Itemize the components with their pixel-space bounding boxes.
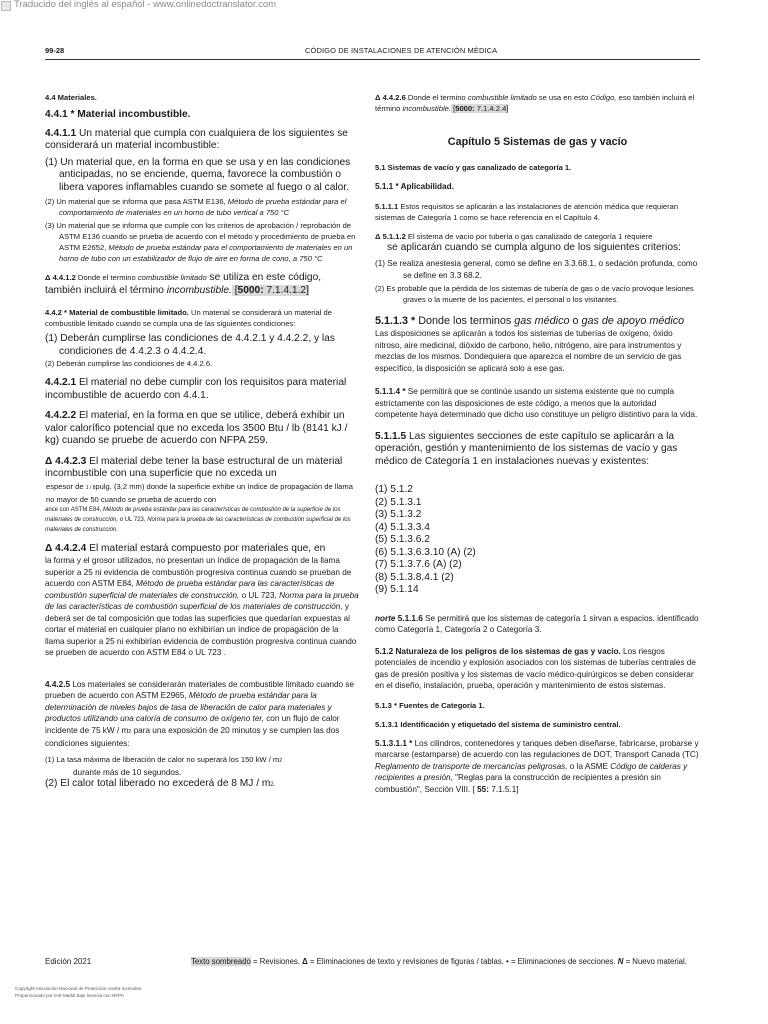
section-heading: 5.1.3.1 Identificación y etiquetado del sistema de suministro central. bbox=[375, 719, 621, 729]
list-item: (2) Un material que se informa que pasa ASTM E136, Método de prueba estándar para el comportamiento de materiales en un horno de tubo vertical a 750 °C bbox=[45, 197, 347, 217]
paragraph-4-4-2-4: Δ 4.4.2.4 El material estará compuesto por materiales que, en bbox=[45, 542, 326, 554]
header-rule bbox=[45, 59, 700, 60]
translator-banner-text[interactable]: Traducido del inglés al español - www.onlinedoctranslator.com bbox=[14, 0, 277, 10]
section-heading: 5.1.3 * Fuentes de Categoría 1. bbox=[375, 700, 485, 710]
paragraph-5-1-1-1: 5.1.1.1 Estos requisitos se aplicarán a las instalaciones de atención médica que requieran sistemas de Categoría 1 como se hace referencia en el Capítulo 4. bbox=[375, 201, 679, 222]
running-title: CÓDIGO DE INSTALACIONES DE ATENCIÓN MÉDICA bbox=[305, 46, 498, 55]
paragraph-4-4-2-4-cont: la forma y el grosor utilizados, no presentan un índice de propagación de la llama superior a 25 ni evidencia de combustión progresiva continua cuando se prueban de acuerdo con ASTM E84, Método de prueba estándar para las características de combustión superficial de materiales de construcción, o UL 723, Norma para la prueba de las características de combustión superficial de los materiales de construcción, y deberá ser de tal composición que todas las superficies que quedarían expuestas al cortar el material en cualquier plano no exhibirían un índice de propagación de la llama superior a 25 ni exhibirían evidencia de combustión progresiva continua cuando se prueben de acuerdo con ASTM E84 o UL 723 . bbox=[45, 556, 359, 657]
list-item: (2) El calor total liberado no excederá de 8 MJ / m2. bbox=[45, 778, 276, 789]
chapter-title: Capítulo 5 Sistemas de gas y vacío bbox=[447, 136, 628, 148]
paragraph-4-4-2-1: 4.4.2.1 El material no debe cumplir con los requisitos para material incombustible de acuerdo con 4.4.1. bbox=[45, 377, 347, 401]
list-item: (3) Un material que se informa que cumple con los criterios de aprobación / reprobación de ASTM E136 cuando se prueba de acuerdo con el método y procedimiento de prueba en ASTM E2652, Método de prueba estándar para el comportamiento de materiales en un horno de tubo con un estabilizador de flujo de aire en forma de cono, a 750 °C bbox=[45, 221, 356, 263]
paragraph-5-1-1-2-cont: se aplicarán cuando se cumpla alguno de los siguientes criterios: bbox=[387, 241, 681, 253]
paragraph-4-4-2-3-cont: espesor de 1 / 8pulg. (3,2 mm) donde la superficie exhibe un índice de propagación de llama no mayor de 50 cuando se prueba de acuerdo con bbox=[46, 481, 353, 504]
list-item: (6) 5.1.3.6.3.10 (A) (2) bbox=[375, 546, 476, 558]
list-item: (1) 5.1.2 bbox=[375, 484, 413, 495]
right-column bbox=[375, 92, 700, 795]
section-heading: 4.4 Materiales. bbox=[45, 93, 97, 102]
list-item: (2) 5.1.3.1 bbox=[375, 496, 422, 508]
paragraph-5-1-1-2: Δ 5.1.1.2 El sistema de vacío por tubería o gas canalizado de categoría 1 requiere bbox=[375, 231, 653, 241]
section-reference-list bbox=[375, 484, 700, 597]
paragraph-5-1-1-3-cont: Las disposiciones se aplicarán a todos los sistemas de tuberías de oxígeno, óxido nitroso, aire medicinal, dióxido de carbono, helio, nitrógeno, aire para instrumentos y mezclas de los mismos. Dondequiera que aparezca el nombre de un servicio de gas específico, la disposición se aplicará solo a ese gas. bbox=[375, 329, 682, 373]
copyright-notice: Copyright Asociación Nacional de Protección contra Incendios Proporcionado por IHS Markit bajo licencia con NFPA bbox=[15, 986, 142, 998]
paragraph-5-1-1-5: 5.1.1.5 Las siguientes secciones de este capítulo se aplicarán a la operación, gestión y mantenimiento de los sistemas de vacío y gas médico de Categoría 1 en instalaciones nuevas y existentes: bbox=[375, 430, 678, 467]
list-item: (3) 5.1.3.2 bbox=[375, 509, 422, 520]
list-item: (5) 5.1.3.6.2 bbox=[375, 534, 430, 545]
section-heading: 4.4.1 * Material incombustible. bbox=[45, 109, 191, 120]
list-item: (4) 5.1.3.3.4 bbox=[375, 521, 430, 533]
paragraph-4-4-2-2: 4.4.2.2 El material, en la forma en que se utilice, deberá exhibir un valor calorífico potencial que no exceda los 3500 Btu / lb (8141 kJ / kg) cuando se pruebe de acuerdo con NFPA 259. bbox=[45, 410, 348, 446]
translator-logo-icon bbox=[1, 1, 11, 11]
list-item: (1) Se realiza anestesia general, como se define en 3.3.68.1, o sedación profunda, como se define en 3.3 68.2. bbox=[375, 259, 698, 280]
paragraph-4-4-2-6: Δ 4.4.2.6 Donde el termino combustible limitado se usa en esto Código, eso también incluirá el término incombustible. [5000: 7.1.4.2.4] bbox=[375, 93, 695, 113]
paragraph-4-4-1-2: Δ 4.4.1.2 Donde el termino combustible limitado se utiliza en este código, también incluirá el término incombustible. [5000: 7.1.4.1.2] bbox=[45, 272, 322, 296]
list-item: (2) Es probable que la pérdida de los sistemas de tubería de gas o de vacío provoque lesiones graves o la muerte de los pacientes, el personal o los visitantes. bbox=[375, 284, 694, 304]
revision-legend: Texto sombreado = Revisiones. Δ = Eliminaciones de texto y revisiones de figuras / tablas. • = Eliminaciones de secciones. N = Nuevo material. bbox=[191, 957, 687, 966]
paragraph-4-4-2-3: Δ 4.4.2.3 El material debe tener la base estructural de un material incombustible con una superficie que no exceda un bbox=[45, 455, 343, 479]
paragraph-5-1-1-6: norte 5.1.1.6 Se permitirá que los sistemas de categoría 1 sirvan a espacios. identificado como Categoría 1, Categoría 2 o Categoría 3. bbox=[375, 613, 699, 634]
list-item: (1) Un material que, en la forma en que se usa y en las condiciones anticipadas, no se enciende, quema, favorece la combustión o libera vapores inflamables cuando se somete al fuego o al calor. bbox=[45, 156, 351, 193]
list-item: (1) La tasa máxima de liberación de calor no superará los 150 kW / m2 bbox=[45, 754, 283, 764]
page-number: 99-28 bbox=[45, 46, 65, 55]
paragraph-5-1-3-1-1: 5.1.3.1.1 * Los cilindros, contenedores y tanques deben diseñarse, fabricarse, probarse y marcarse (estamparse) de acuerdo con las regulaciones de DOT, Transport Canada (TC) Reglamento de transporte de mercancías peligrosas, o la ASME Código de calderas y recipientes a presión, "Reglas para la construcción de recipientes a presión sin combustión", Sección VIII. [ 55: 7.1.5.1] bbox=[375, 738, 699, 794]
paragraph-5-1-2: 5.1.2 Naturaleza de los peligros de los sistemas de gas y vacío. Los riesgos potenciales de incendio y explosión asociados con los sistemas de tuberías centrales de gas de presión positiva y los sistemas de vacío médico-quirúrgicos se deben considerar en el diseño, instalación, prueba, operación y mantenimiento de estos sistemas. bbox=[375, 646, 696, 690]
paragraph-5-1-1-4: 5.1.1.4 * Se permitirá que se continúe usando un sistema existente que no cumpla estrictamente con las disposiciones de este código, a menos que la autoridad competente haya determinado que dicho uso constituye un peligro distintivo para la vida. bbox=[375, 387, 698, 419]
section-heading: 5.1 Sistemas de vacío y gas canalizado de categoría 1. bbox=[375, 163, 572, 172]
list-item-cont: durante más de 10 segundos. bbox=[73, 767, 182, 777]
list-item: (7) 5.1.3.7.6 (A) (2) bbox=[375, 559, 462, 570]
list-item: (2) Deberán cumplirse las condiciones de 4.4.2.6. bbox=[45, 359, 213, 368]
list-item: (8) 5.1.3.8.4.1 (2) bbox=[375, 571, 454, 583]
left-column bbox=[45, 92, 360, 792]
edition-label: Edición 2021 bbox=[45, 957, 92, 966]
paragraph-4-4-2-3-cont2: ance con ASTM E84, Método de prueba estándar para las características de combustión de la superficie de los materiales de construcción, o UL 723, Norma para la prueba de las características de combustión superficial de los materiales de construcción. bbox=[45, 506, 351, 533]
paragraph-4-4-2-5: 4.4.2.5 Los materiales se considerarán materiales de combustible limitado cuando se prueben de acuerdo con ASTM E2965, Método de prueba estándar para la determinación de niveles bajos de tasa de liberación de calor para materiales y productos utilizando una caloría de consumo de oxígeno ter, con un flujo de calor incidente de 75 kW / m2 para una exposición de 20 minutos y se cumplen las dos condiciones siguientes: bbox=[45, 679, 355, 748]
paragraph-4-4-2: 4.4.2 * Material de combustible limitado. Un material se considerará un material de combustible limitado cuando se cumpla una de las siguientes condiciones: bbox=[45, 308, 332, 328]
section-heading: 5.1.1 * Aplicabilidad. bbox=[375, 182, 454, 191]
translator-banner bbox=[0, 0, 768, 13]
list-item: (9) 5.1.14 bbox=[375, 584, 419, 595]
list-item: (1) Deberán cumplirse las condiciones de 4.4.2.1 y 4.4.2.2, y las condiciones de 4.4.2.3 o 4.4.2.4. bbox=[45, 333, 335, 357]
paragraph-4-4-1-1: 4.4.1.1 Un material que cumpla con cualquiera de los siguientes se considerará un material incombustible: bbox=[45, 127, 348, 151]
paragraph-5-1-1-3: 5.1.1.3 * Donde los terminos gas médico o gas de apoyo médico bbox=[375, 315, 685, 327]
